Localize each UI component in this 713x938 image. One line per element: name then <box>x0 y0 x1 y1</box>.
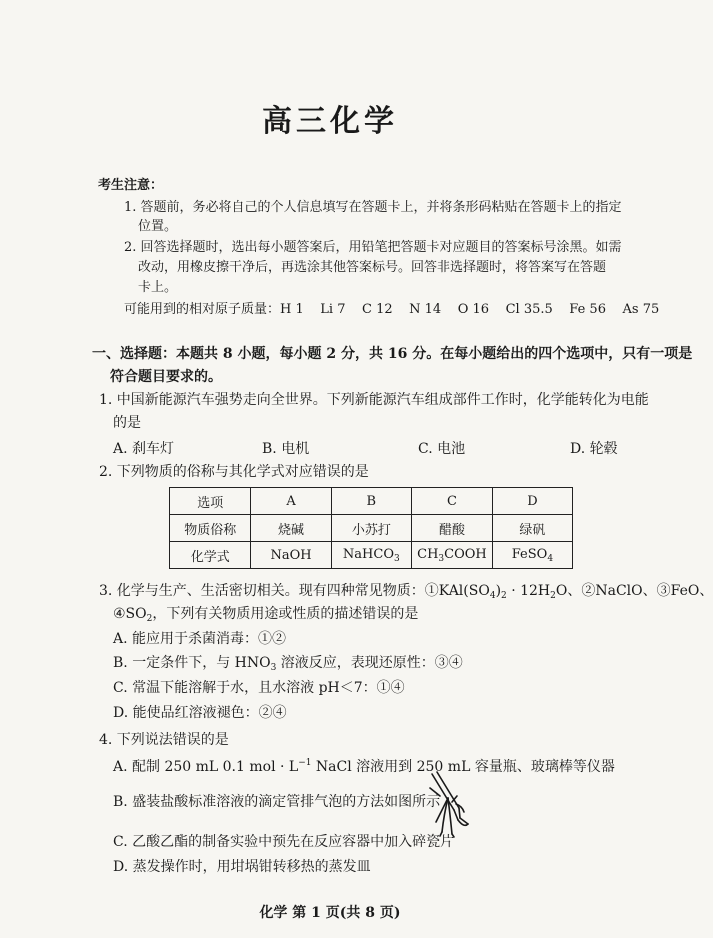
q4-superscript: −1 <box>298 758 312 768</box>
table-cell: 醋酸 <box>412 515 493 542</box>
q1-option-a: A. 刹车灯 <box>113 441 175 457</box>
table-row <box>170 542 573 569</box>
q3-subscript: 2 <box>501 591 507 601</box>
table-cell: C <box>412 488 493 515</box>
table-row <box>170 515 573 542</box>
page-footer: 化学 第 1 页(共 8 页) <box>259 905 401 921</box>
q3-option-a: A. 能应用于杀菌消毒：①② <box>113 631 287 647</box>
q3-text: B. 一定条件下，与 HNO <box>113 655 271 671</box>
q1-option-c: C. 电池 <box>418 441 466 457</box>
q4-stem: 4. 下列说法错误的是 <box>99 732 229 748</box>
q3-subscript: 3 <box>270 663 277 673</box>
notice-item-2-cont-2: 卡上。 <box>138 280 178 295</box>
q3-text: ④SO <box>113 606 147 622</box>
table-cell: A <box>251 488 331 515</box>
formula-text: CH <box>417 546 439 562</box>
q4-option-b: B. 盛装盐酸标准溶液的滴定管排气泡的方法如图所示 <box>113 794 441 810</box>
atomic-masses: 可能用到的相对原子质量：H 1 Li 7 C 12 N 14 O 16 Cl 35.5 Fe 56 As 75 <box>124 302 660 317</box>
q4-option-c: C. 乙酸乙酯的制备实验中预先在反应容器中加入碎瓷片 <box>113 834 455 850</box>
table-cell <box>412 542 493 569</box>
table-cell: B <box>331 488 411 515</box>
table-cell: D <box>492 488 572 515</box>
notice-item-1: 1. 答题前，务必将自己的个人信息填写在答题卡上，并将条形码粘贴在答题卡上的指定 <box>124 200 622 215</box>
q3-subscript: 2 <box>550 591 556 601</box>
table-cell <box>331 542 411 569</box>
notice-item-1-cont: 位置。 <box>138 219 178 234</box>
q3-text: 3. 化学与生产、生活密切相关。现有四种常见物质：①KAl(SO <box>99 583 490 599</box>
q1-stem-cont: 的是 <box>113 415 141 431</box>
q3-subscript: 4 <box>489 591 496 601</box>
q3-stem-cont <box>113 603 418 630</box>
table-cell: 物质俗称 <box>170 515 251 542</box>
q2-table <box>169 487 573 569</box>
notice-item-2-cont: 改动，用橡皮擦干净后，再选涂其他答案标号。回答非选择题时，将答案写在答题 <box>138 260 607 275</box>
q3-text: 溶液反应，表现还原性：③④ <box>276 655 463 671</box>
q4-text: A. 配制 250 mL 0.1 mol · L <box>113 759 299 775</box>
section-heading: 一、选择题：本题共 8 小题，每小题 2 分，共 16 分。在每小题给出的四个选项中，只有一项是 <box>92 346 693 362</box>
formula-subscript: 4 <box>547 553 554 564</box>
q3-text: O、②NaClO、③FeO、 <box>555 583 713 599</box>
formula-text: COOH <box>444 546 487 562</box>
formula-text: FeSO <box>511 546 548 562</box>
formula-text: NaHCO <box>342 546 394 562</box>
q4-option-d: D. 蒸发操作时，用坩埚钳转移热的蒸发皿 <box>113 859 371 875</box>
section-heading-cont: 符合题目要求的。 <box>110 369 222 385</box>
table-row <box>170 488 573 515</box>
q3-subscript: 2 <box>146 614 153 624</box>
page-title: 高三化学 <box>262 104 398 139</box>
q1-option-b: B. 电机 <box>262 441 310 457</box>
formula-subscript: 3 <box>393 553 400 564</box>
formula-subscript: 3 <box>438 553 445 564</box>
q3-text: ，下列有关物质用途或性质的描述错误的是 <box>152 606 419 622</box>
q1-option-d: D. 轮毂 <box>570 441 618 457</box>
q1-stem: 1. 中国新能源汽车强势走向全世界。下列新能源汽车组成部件工作时，化学能转化为电能 <box>99 392 649 408</box>
table-cell: 烧碱 <box>251 515 331 542</box>
q4-text: NaCl 溶液用到 250 mL 容量瓶、玻璃棒等仪器 <box>311 759 615 775</box>
notice-heading: 考生注意： <box>98 178 164 193</box>
table-cell: NaOH <box>251 542 331 569</box>
table-cell <box>492 542 572 569</box>
q4-option-a <box>113 752 615 778</box>
table-cell: 化学式 <box>170 542 251 569</box>
q2-stem: 2. 下列物质的俗称与其化学式对应错误的是 <box>99 464 369 480</box>
notice-item-2: 2. 回答选择题时，选出每小题答案后，用铅笔把答题卡对应题目的答案标号涂黑。如需 <box>124 240 622 255</box>
table-cell: 小苏打 <box>331 515 411 542</box>
q3-text: ) <box>495 583 502 599</box>
q3-text: · 12H <box>506 583 551 599</box>
table-cell: 绿矾 <box>492 515 572 542</box>
q3-option-c: C. 常温下能溶解于水，且水溶液 pH＜7：①④ <box>113 680 405 696</box>
q3-option-d: D. 能使品红溶液褪色：②④ <box>113 705 287 721</box>
q3-option-b <box>113 652 463 679</box>
table-cell: 选项 <box>170 488 251 515</box>
burette-diagram <box>424 770 472 838</box>
